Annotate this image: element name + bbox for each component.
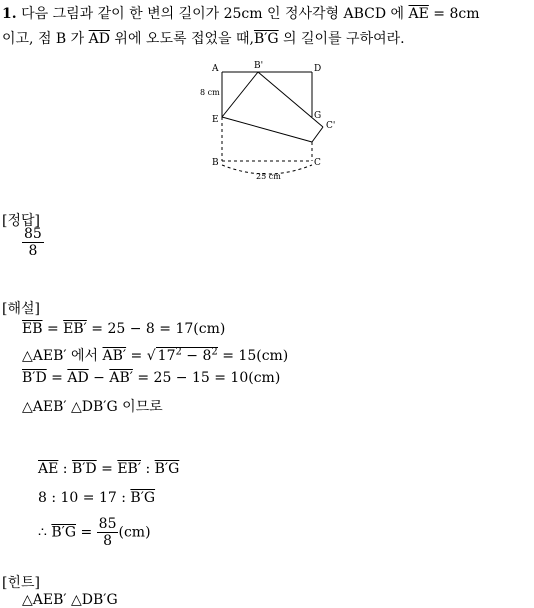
problem-line-2 — [2, 28, 405, 48]
label-g: G — [314, 111, 322, 121]
segment-ae: $\overline{AE}$ — [38, 461, 59, 477]
problem-number: 1. — [2, 6, 17, 22]
segment-bg: B′G — [253, 31, 279, 47]
segment-ae: $\overline{AE}$ — [408, 6, 429, 22]
problem-text-2a: 이고, 점 B 가 — [2, 31, 89, 47]
solution-line-6 — [38, 490, 155, 506]
edge-eb-prime — [222, 72, 258, 117]
edge-c-prime-fold — [312, 127, 323, 142]
solution-line-4: △AEB′ △DB′G 이므로 — [22, 399, 163, 415]
segment-eb: $\overline{EB}$ — [22, 321, 43, 337]
segment-b-prime-g: B′G — [130, 490, 156, 506]
radicand-17: 17 — [157, 348, 176, 364]
result-numerator: 85 — [98, 516, 117, 532]
label-25cm: 25 cm — [256, 172, 281, 181]
minus-sign: − — [88, 370, 110, 386]
segment-b-prime-d: B′D — [22, 370, 47, 386]
segment-ab-prime: AB′ — [102, 348, 127, 364]
fold-line — [222, 117, 312, 142]
segment-ab-prime: AB′ — [109, 370, 133, 386]
problem-text-1a: 다음 그림과 같이 한 변의 길이가 25cm 인 정사각형 ABCD 에 — [21, 6, 409, 22]
eq-sign: = — [126, 348, 147, 364]
solution-header: [해설] — [2, 301, 40, 317]
answer-fraction — [22, 226, 44, 259]
therefore-symbol: ∴ — [38, 524, 52, 541]
answer-denominator: 8 — [28, 243, 38, 259]
hint-header: [힌트] — [2, 575, 40, 591]
eq-sign: = — [46, 370, 68, 386]
eq-sign: = — [96, 461, 118, 477]
result-unit: (cm) — [118, 524, 151, 541]
solution-line-2: △AEB′ 에서 AB′ = √ $17^2 - 8^2 = 15(cm)$ — [22, 346, 289, 364]
result-denominator: 8 — [103, 533, 113, 549]
line2-result: = 15(cm) — [217, 348, 289, 364]
problem-text-2b: 위에 오도록 접었을 때, — [109, 31, 254, 47]
problem-text-1b: = 8cm — [428, 6, 480, 22]
ratio-colon: : — [58, 461, 72, 477]
eq-sign: = — [76, 524, 97, 541]
eq-sign: = — [42, 321, 64, 337]
solution-line-1 — [22, 321, 225, 337]
segment-eb-prime: EB′ — [63, 321, 87, 337]
line3-rest: = 25 − 15 = 10(cm) — [132, 370, 281, 386]
solution-line-7 — [38, 516, 151, 549]
line2-prefix: △AEB′ 에서 — [22, 348, 103, 364]
exp-2: 2 — [211, 346, 218, 358]
ratio-colon: : — [141, 461, 155, 477]
problem-line-1 — [2, 3, 480, 23]
hint-text: △AEB′ △DB′G — [22, 592, 118, 608]
folded-square-figure — [190, 55, 350, 185]
label-e: E — [212, 115, 219, 125]
line1-rest: = 25 − 8 = 17(cm) — [86, 321, 226, 337]
segment-b-prime-g: B′G — [51, 524, 77, 541]
segment-b-prime-g: B′G — [154, 461, 180, 477]
radicand-minus-8: − 8 — [181, 348, 212, 364]
label-a: A — [212, 64, 219, 74]
segment-eb-prime: EB′ — [117, 461, 141, 477]
answer-numerator: 85 — [24, 226, 42, 242]
label-8cm: 8 cm — [200, 88, 220, 97]
line6-ratio: 8 : 10 = 17 : — [38, 490, 131, 506]
problem-text-2c: 의 길이를 구하여라. — [278, 31, 405, 47]
segment-ad: $\overline{AD}$ — [67, 370, 89, 386]
label-c-prime: C' — [326, 121, 336, 131]
answer-header: [정답] — [2, 213, 40, 229]
label-b-prime: B' — [254, 61, 264, 71]
label-c: C — [314, 158, 321, 168]
solution-line-3 — [22, 370, 280, 386]
radicand — [156, 347, 218, 364]
exp-1: 2 — [175, 346, 182, 358]
label-b: B — [212, 158, 219, 168]
original-position-dashed — [222, 117, 312, 174]
solution-line-5 — [38, 461, 179, 477]
segment-b-prime-d: B′D — [71, 461, 97, 477]
label-d: D — [314, 64, 322, 74]
segment-ad: $\overline{AD}$ — [88, 31, 110, 47]
